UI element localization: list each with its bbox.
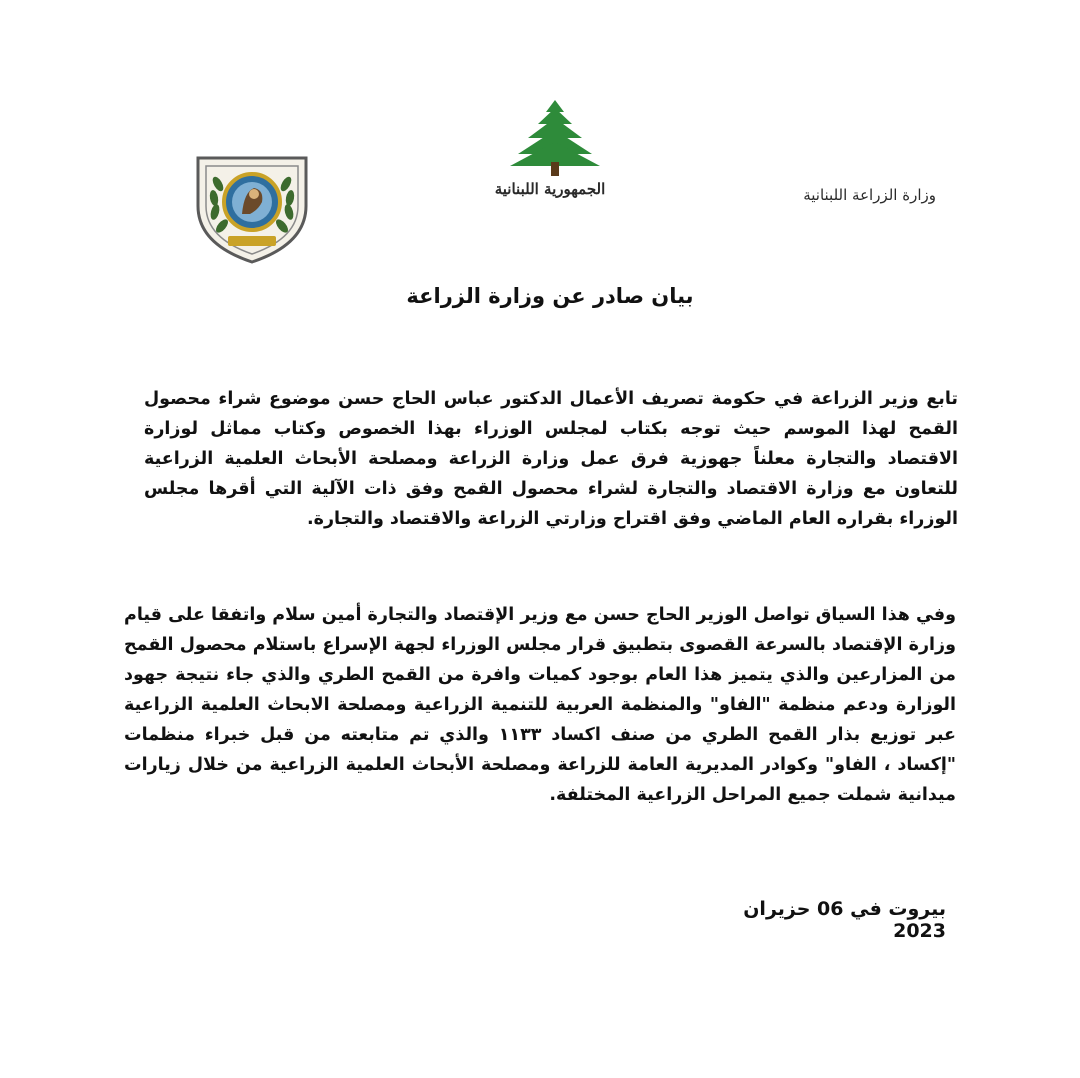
ministry-name-label: وزارة الزراعة اللبنانية <box>803 186 936 204</box>
republic-name-label: الجمهورية اللبنانية <box>494 180 606 198</box>
place-and-date: بيروت في 06 حزيران 2023 <box>743 898 946 942</box>
statement-title: بيان صادر عن وزارة الزراعة <box>406 284 694 308</box>
lebanese-cedar-icon <box>508 98 602 178</box>
statement-paragraph-2: وفي هذا السياق تواصل الوزير الحاج حسن مع وزير الإقتصاد والتجارة أمين سلام واتفقا على قيام وزارة الإقتصاد بالسرعة القصوى بتطبيق قرار مجلس الوزراء لجهة الإسراع باستلام محصول القمح من المزارعين والذي يتميز هذا العام بوجود كميات وافرة من القمح الطري والذي جاء نتيجة جهود الوزارة ودعم منظمة "الفاو" والمنظمة العربية للتنمية الزراعية ومصلحة الابحاث العلمية الزراعية عبر توزيع بذار القمح الطري من صنف اكساد ١١٣٣ والذي تم متابعته من قبل خبراء منظمات "إكساد ، الفاو" وكوادر المديرية العامة للزراعة ومصلحة الأبحاث العلمية الزراعية من خلال زيارات ميدانية شملت جميع المراحل الزراعية المختلفة. <box>124 604 956 805</box>
agricultural-research-emblem-icon <box>188 144 316 266</box>
statement-paragraph-1: تابع وزير الزراعة في حكومة تصريف الأعمال الدكتور عباس الحاج حسن موضوع شراء محصول القمح لهذا الموسم حيث توجه بكتاب لمجلس الوزراء بهذا الخصوص وكتاب مماثل لوزارة الاقتصاد والتجارة معلناً جهوزية فرق عمل وزارة الزراعة ومصلحة الأبحاث العلمية الزراعية للتعاون مع وزارة الاقتصاد والتجارة لشراء محصول القمح وفق ذات الآلية التي أقرها مجلس الوزراء بقراره العام الماضي وفق اقتراح وزارتي الزراعة والاقتصاد والتجارة. <box>144 388 958 529</box>
